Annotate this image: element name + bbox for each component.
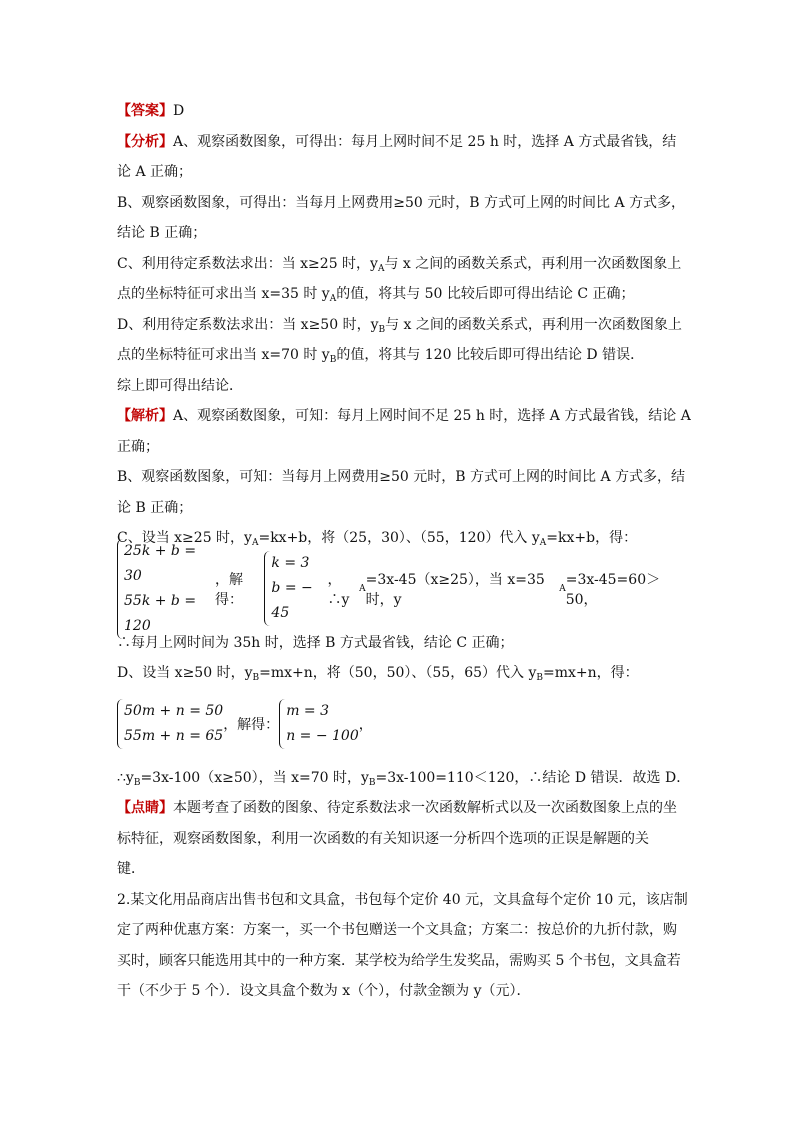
comment-line — [117, 793, 677, 824]
solution-line — [117, 401, 691, 432]
text-run: 的值，将其与 120 比较后即可得出结论 D 错误． — [336, 347, 645, 363]
analysis-line: 综上即可得出结论． — [117, 377, 243, 394]
solution-line — [117, 658, 677, 689]
analysis-line — [117, 310, 682, 341]
solution-line: 论 B 正确； — [117, 499, 193, 516]
equation-system-row — [117, 691, 677, 757]
subscript: A — [329, 294, 337, 304]
subscript: A — [377, 263, 385, 274]
text-run: 与 x 之间的函数关系式，再利用一次函数图象上 — [385, 316, 682, 333]
analysis-line — [117, 279, 677, 310]
equation: 25k + b = 30 — [124, 542, 197, 584]
text-run: D、设当 x≥50 时，y — [117, 665, 253, 681]
answer-line — [117, 96, 677, 127]
equation: 50m + n = 50 — [124, 702, 224, 719]
problem-line: 定了两种优惠方案：方案一，买一个书包赠送一个文具盒；方案二：按总价的九折付款，购 — [117, 922, 677, 938]
text-run: 的值，将其与 50 比较后即可得出结论 C 正确； — [336, 286, 635, 302]
equation: 55k + b = 120 — [124, 592, 197, 634]
comment-line: 标特征，观察函数图象，利用一次函数的有关知识逐一分析四个选项的正误是解题的关 — [117, 830, 649, 847]
analysis-tag: 【分析】 — [117, 133, 173, 150]
solution-system — [264, 551, 327, 626]
equation: b = − 45 — [271, 580, 313, 621]
subscript: B — [536, 673, 543, 683]
document-page — [117, 96, 691, 1007]
text-run: C、设当 x≥25 时，y — [117, 530, 252, 546]
problem-line: 买时，顾客只能选用其中的一种方案．某学校为给学生发奖品，需购买 5 个书包，文具盒若 — [117, 952, 681, 969]
text-run: ∴y — [117, 769, 134, 786]
text-run: 点的坐标特征可求出当 x=70 时 y — [117, 347, 330, 363]
analysis-line: 论 A 正确； — [117, 164, 193, 180]
equation: m = 3 — [286, 702, 330, 719]
analysis-line: B、观察函数图象，可得出：当每月上网费用≥50 元时，B 方式可上网的时间比 A 方式多， — [117, 194, 686, 211]
solution-tag: 【解析】 — [117, 408, 173, 424]
solution-line — [117, 763, 691, 794]
analysis-line — [117, 127, 677, 158]
answer-text: D — [173, 103, 185, 119]
text-run: ， — [358, 716, 373, 733]
equation-system-row: 25k + b = 30 55k + b = 120 ，解得： k = 3 b = − 45 ，∴y A =3x-45（x≥25），当 x=35 时，y A =3x-45=60＞50， — [117, 556, 677, 622]
subscript: B — [252, 673, 260, 683]
subscript: A — [251, 538, 259, 548]
solution-system — [279, 699, 359, 749]
solution-line: ∴每月上网时间为 35h 时，选择 B 方式最省钱，结论 C 正确； — [117, 634, 514, 651]
text-run: =kx+b，将（25，30）、（55，120）代入 y — [258, 530, 540, 546]
subscript: B — [133, 777, 141, 788]
analysis-line — [117, 249, 682, 280]
text-run: =mx+n，得： — [543, 665, 639, 681]
equation-system — [117, 699, 223, 749]
text-run: ，∴y — [327, 571, 350, 608]
analysis-text: A、观察函数图象，可得出：每月上网时间不足 25 h 时，选择 A 方式最省钱，结 — [173, 133, 677, 150]
comment-line: 键． — [117, 861, 145, 877]
answer-tag: 【答案】 — [117, 103, 173, 119]
analysis-line — [117, 340, 677, 371]
subscript: B — [329, 355, 337, 365]
text-run: =mx+n，将（50，50）、（55，65）代入 y — [259, 665, 537, 681]
text-run: =3x-100=110＜120，∴结论 D 错误．故选 D． — [375, 769, 691, 786]
subscript: B — [378, 324, 386, 335]
text-run: ，解得： — [215, 571, 244, 608]
text-run: 点的坐标特征可求出当 x=35 时 y — [117, 286, 330, 302]
subscript: B — [368, 777, 376, 788]
text-run: =3x-100（x≥50），当 x=70 时，y — [140, 769, 369, 786]
text-run: C、利用待定系数法求出：当 x≥25 时，y — [117, 255, 378, 272]
equation-system — [117, 539, 215, 639]
text-run: ，解得： — [223, 716, 280, 733]
comment-text: 本题考查了函数的图象、待定系数法求一次函数解析式以及一次函数图象上点的坐 — [173, 800, 677, 816]
subscript: A — [539, 538, 547, 548]
equation: k = 3 — [271, 555, 310, 571]
comment-tag: 【点睛】 — [117, 800, 173, 816]
text-run: D、利用待定系数法求出：当 x≥50 时，y — [117, 316, 379, 333]
equation: 55m + n = 65 — [124, 727, 224, 744]
solution-line: 正确； — [117, 438, 159, 455]
equation: n = − 100 — [286, 727, 359, 744]
problem-line: 干（不少于 5 个）．设文具盒个数为 x（个），付款金额为 y（元）． — [117, 983, 531, 999]
text-run: =3x-45（x≥25），当 x=35 时，y — [365, 571, 545, 608]
text-run: =3x-45=60＞50， — [565, 571, 661, 608]
problem-line: 2.某文化用品商店出售书包和文具盒，书包每个定价 40 元，文具盒每个定价 10 元，该店制 — [117, 891, 688, 908]
text-run: =kx+b，得： — [546, 530, 638, 546]
analysis-line: 结论 B 正确； — [117, 225, 207, 241]
text-run: 与 x 之间的函数关系式，再利用一次函数图象上 — [384, 255, 682, 272]
solution-text: A、观察函数图象，可知：每月上网时间不足 25 h 时，选择 A 方式最省钱，结论 A — [173, 408, 691, 424]
solution-line: B、观察函数图象，可知：当每月上网费用≥50 元时，B 方式可上网的时间比 A 方式多，结 — [117, 469, 686, 485]
